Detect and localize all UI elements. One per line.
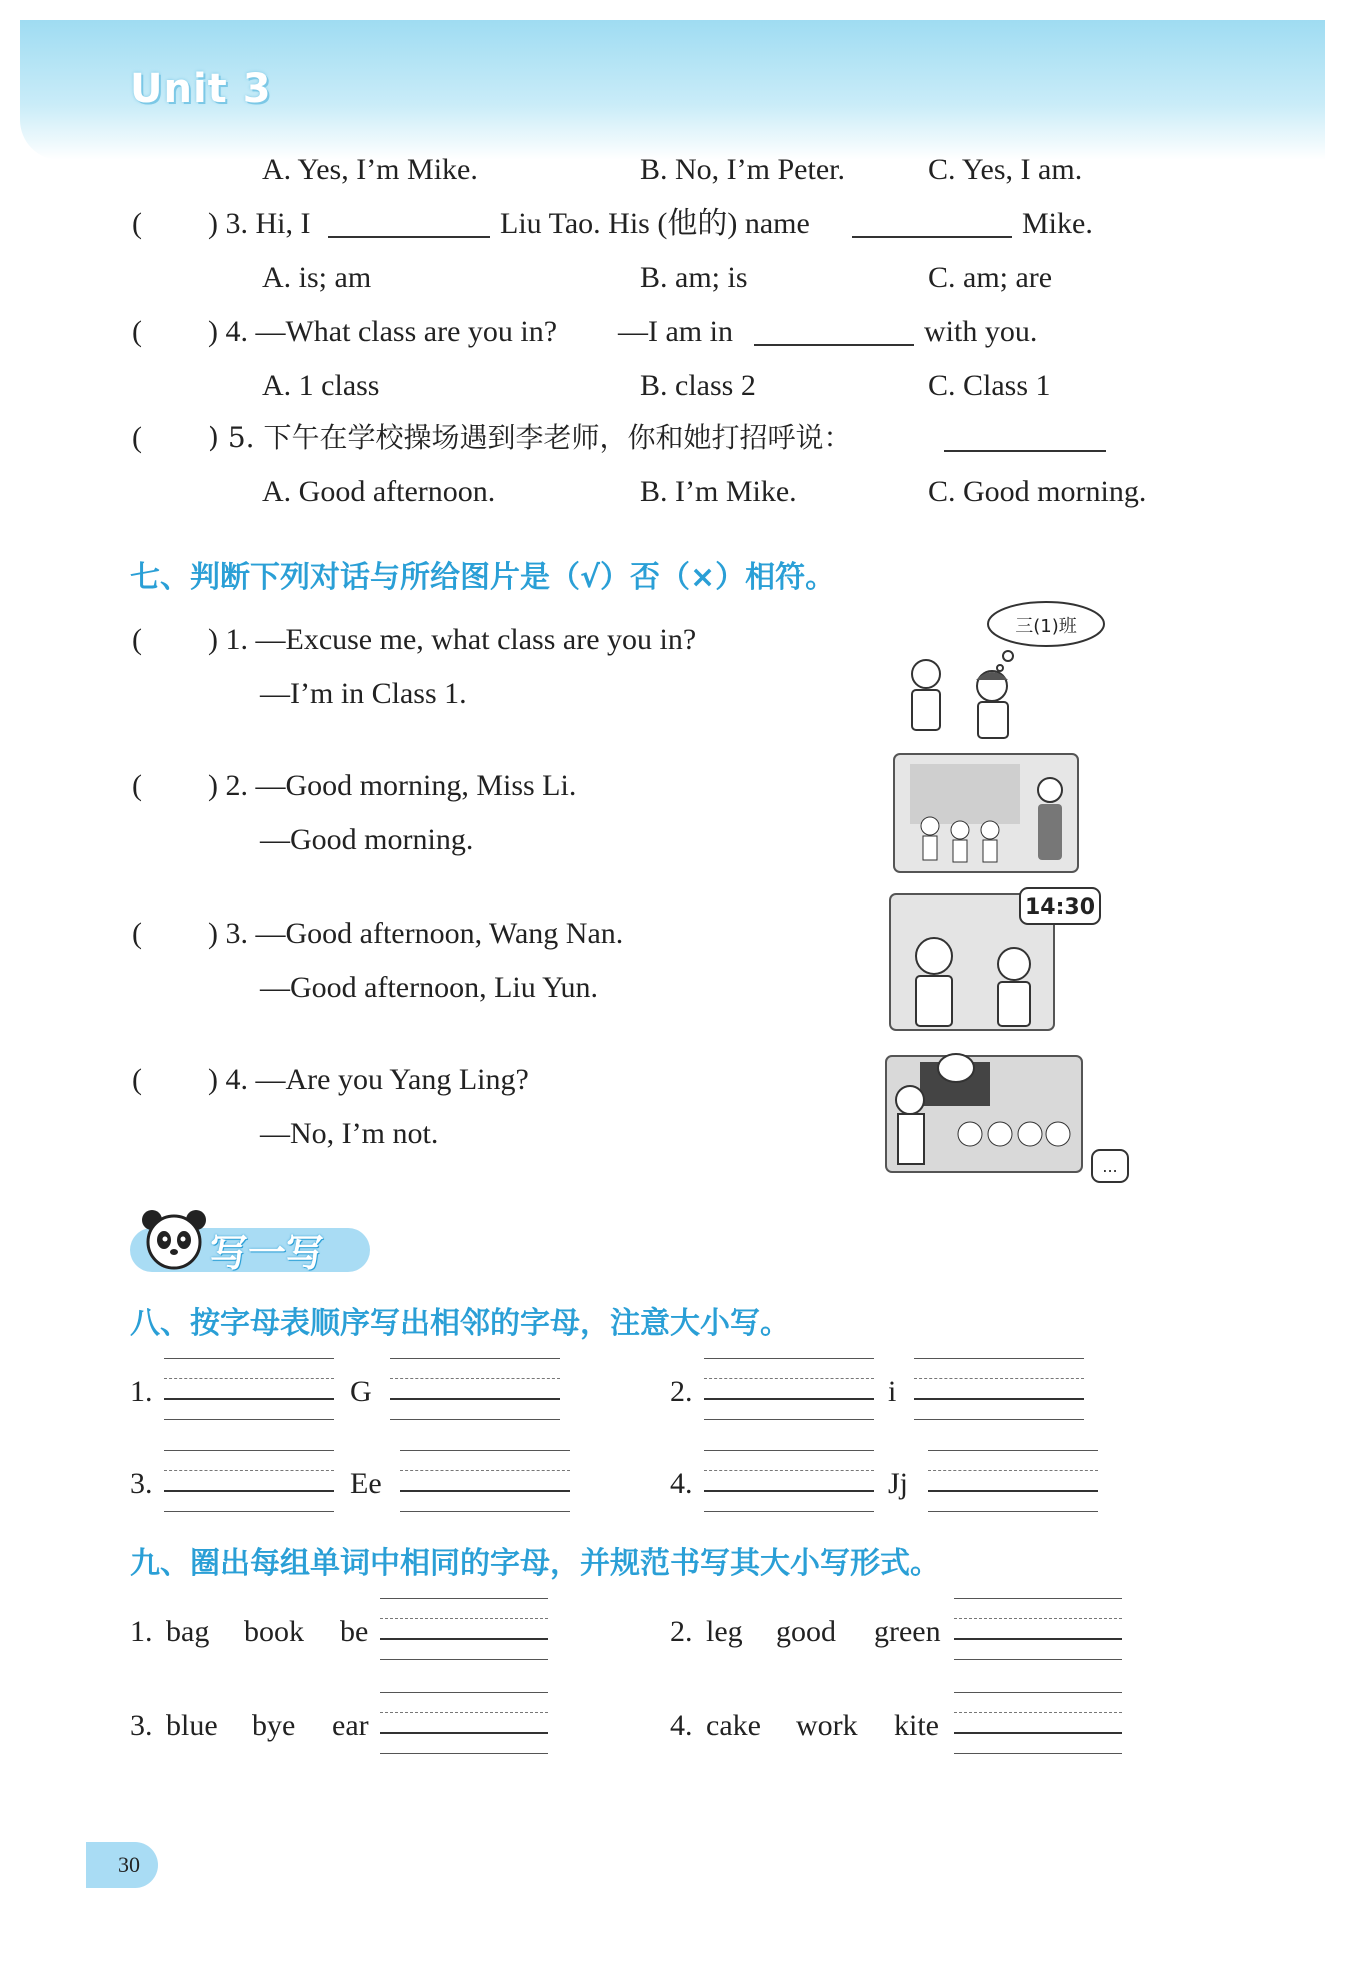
s8-item3-num: 3. [130,1467,153,1500]
s7-item4-line2: —No, I’m not. [260,1117,439,1150]
q5-option-b: B. I’m Mike. [640,475,797,508]
q5-blank[interactable] [944,422,1106,452]
q3-stem-mid: Liu Tao. His (他的) name [500,207,810,240]
q3-option-a: A. is; am [262,261,372,294]
s8-item3-guide-before[interactable] [164,1450,334,1512]
s9-item4-num: 4. [670,1709,693,1742]
s9-item3-guide[interactable] [380,1692,548,1754]
q4-stem-mid: —I am in [618,315,733,348]
picture-classroom-speech [880,1050,1132,1190]
speech-ellipsis: ... [1102,1157,1118,1176]
s8-item4-num: 4. [670,1467,693,1500]
s7-item4-paren: ( [132,1063,142,1096]
s7-item2-line1: ) 2. —Good morning, Miss Li. [208,769,577,802]
bubble-class-text: 三(1)班 [1015,616,1077,637]
q4-option-c: C. Class 1 [928,369,1051,402]
s9-item1-word2[interactable]: book [244,1615,304,1648]
s7-item3-paren: ( [132,917,142,950]
page-number: 30 [118,1852,140,1877]
s9-item2-word3[interactable]: green [874,1615,941,1648]
s7-item2-line2: —Good morning. [260,823,474,856]
s8-item4-letter: Jj [888,1467,909,1500]
s9-item1-num: 1. [130,1615,153,1648]
q4-blank[interactable] [754,316,914,346]
s8-item1-letter: G [350,1375,372,1408]
q3-stem-end: Mike. [1022,207,1093,240]
q4-open-paren: ( [132,315,142,348]
q4-option-b: B. class 2 [640,369,756,402]
s8-item2-letter: i [888,1375,897,1408]
s9-item2-word2[interactable]: good [776,1615,836,1648]
s9-item2-guide[interactable] [954,1598,1122,1660]
panda-icon [138,1206,210,1278]
clock-time: 14:30 [1024,895,1096,920]
s9-item3-word1[interactable]: blue [166,1709,218,1742]
s8-item2-guide-after[interactable] [914,1358,1084,1420]
s8-item1-guide-before[interactable] [164,1358,334,1420]
s9-item3-num: 3. [130,1709,153,1742]
s7-item2-paren: ( [132,769,142,802]
s7-item1-line2: —I’m in Class 1. [260,677,467,710]
picture-teacher-students [890,750,1082,878]
s7-item3-line2: —Good afternoon, Liu Yun. [260,971,598,1004]
s7-item3-line1: ) 3. —Good afternoon, Wang Nan. [208,917,624,950]
section-8-title: 八、按字母表顺序写出相邻的字母，注意大小写。 [130,1306,790,1341]
picture-two-students-bubble [896,596,1106,746]
s8-item3-guide-after[interactable] [400,1450,570,1512]
section-7-title: 七、判断下列对话与所给图片是（√）否（×）相符。 [130,560,836,595]
s8-item4-guide-after[interactable] [928,1450,1098,1512]
s8-item2-guide-before[interactable] [704,1358,874,1420]
q5-option-c: C. Good morning. [928,475,1147,508]
s9-item1-guide[interactable] [380,1598,548,1660]
q3-open-paren: ( [132,207,142,240]
s9-item4-word1[interactable]: cake [706,1709,761,1742]
q2-option-a: A. Yes, I’m Mike. [262,153,478,186]
q5-stem: ) 5. 下午在学校操场遇到李老师，你和她打招呼说： [208,421,852,454]
q3-blank-2[interactable] [852,208,1012,238]
s8-item2-num: 2. [670,1375,693,1408]
q3-option-c: C. am; are [928,261,1053,294]
s8-item3-letter: Ee [350,1467,382,1500]
q3-stem-start: ) 3. Hi, I [208,207,311,240]
s8-item1-guide-after[interactable] [390,1358,560,1420]
s7-item1-line1: ) 1. —Excuse me, what class are you in? [208,623,697,656]
s9-item4-word3[interactable]: kite [894,1709,939,1742]
s8-item1-num: 1. [130,1375,153,1408]
q3-option-b: B. am; is [640,261,748,294]
q5-option-a: A. Good afternoon. [262,475,496,508]
s9-item1-word1[interactable]: bag [166,1615,210,1648]
unit-title: Unit 3 [130,66,272,112]
q4-option-a: A. 1 class [262,369,380,402]
s9-item4-word2[interactable]: work [796,1709,858,1742]
s9-item3-word3[interactable]: ear [332,1709,369,1742]
q2-option-c: C. Yes, I am. [928,153,1083,186]
s9-item4-guide[interactable] [954,1692,1122,1754]
write-banner-text: 写一写 [210,1231,325,1275]
s9-item2-word1[interactable]: leg [706,1615,743,1648]
s9-item3-word2[interactable]: bye [252,1709,296,1742]
s8-item4-guide-before[interactable] [704,1450,874,1512]
q4-stem-start: ) 4. —What class are you in? [208,315,558,348]
s9-item1-word3[interactable]: be [340,1615,369,1648]
section-9-title: 九、圈出每组单词中相同的字母，并规范书写其大小写形式。 [130,1546,940,1581]
picture-afternoon-kids [884,886,1106,1036]
q4-stem-end: with you. [924,315,1038,348]
s7-item1-paren: ( [132,623,142,656]
q3-blank-1[interactable] [328,208,490,238]
s7-item4-line1: ) 4. —Are you Yang Ling? [208,1063,529,1096]
q5-open-paren: ( [132,421,142,454]
s9-item2-num: 2. [670,1615,693,1648]
q2-option-b: B. No, I’m Peter. [640,153,845,186]
